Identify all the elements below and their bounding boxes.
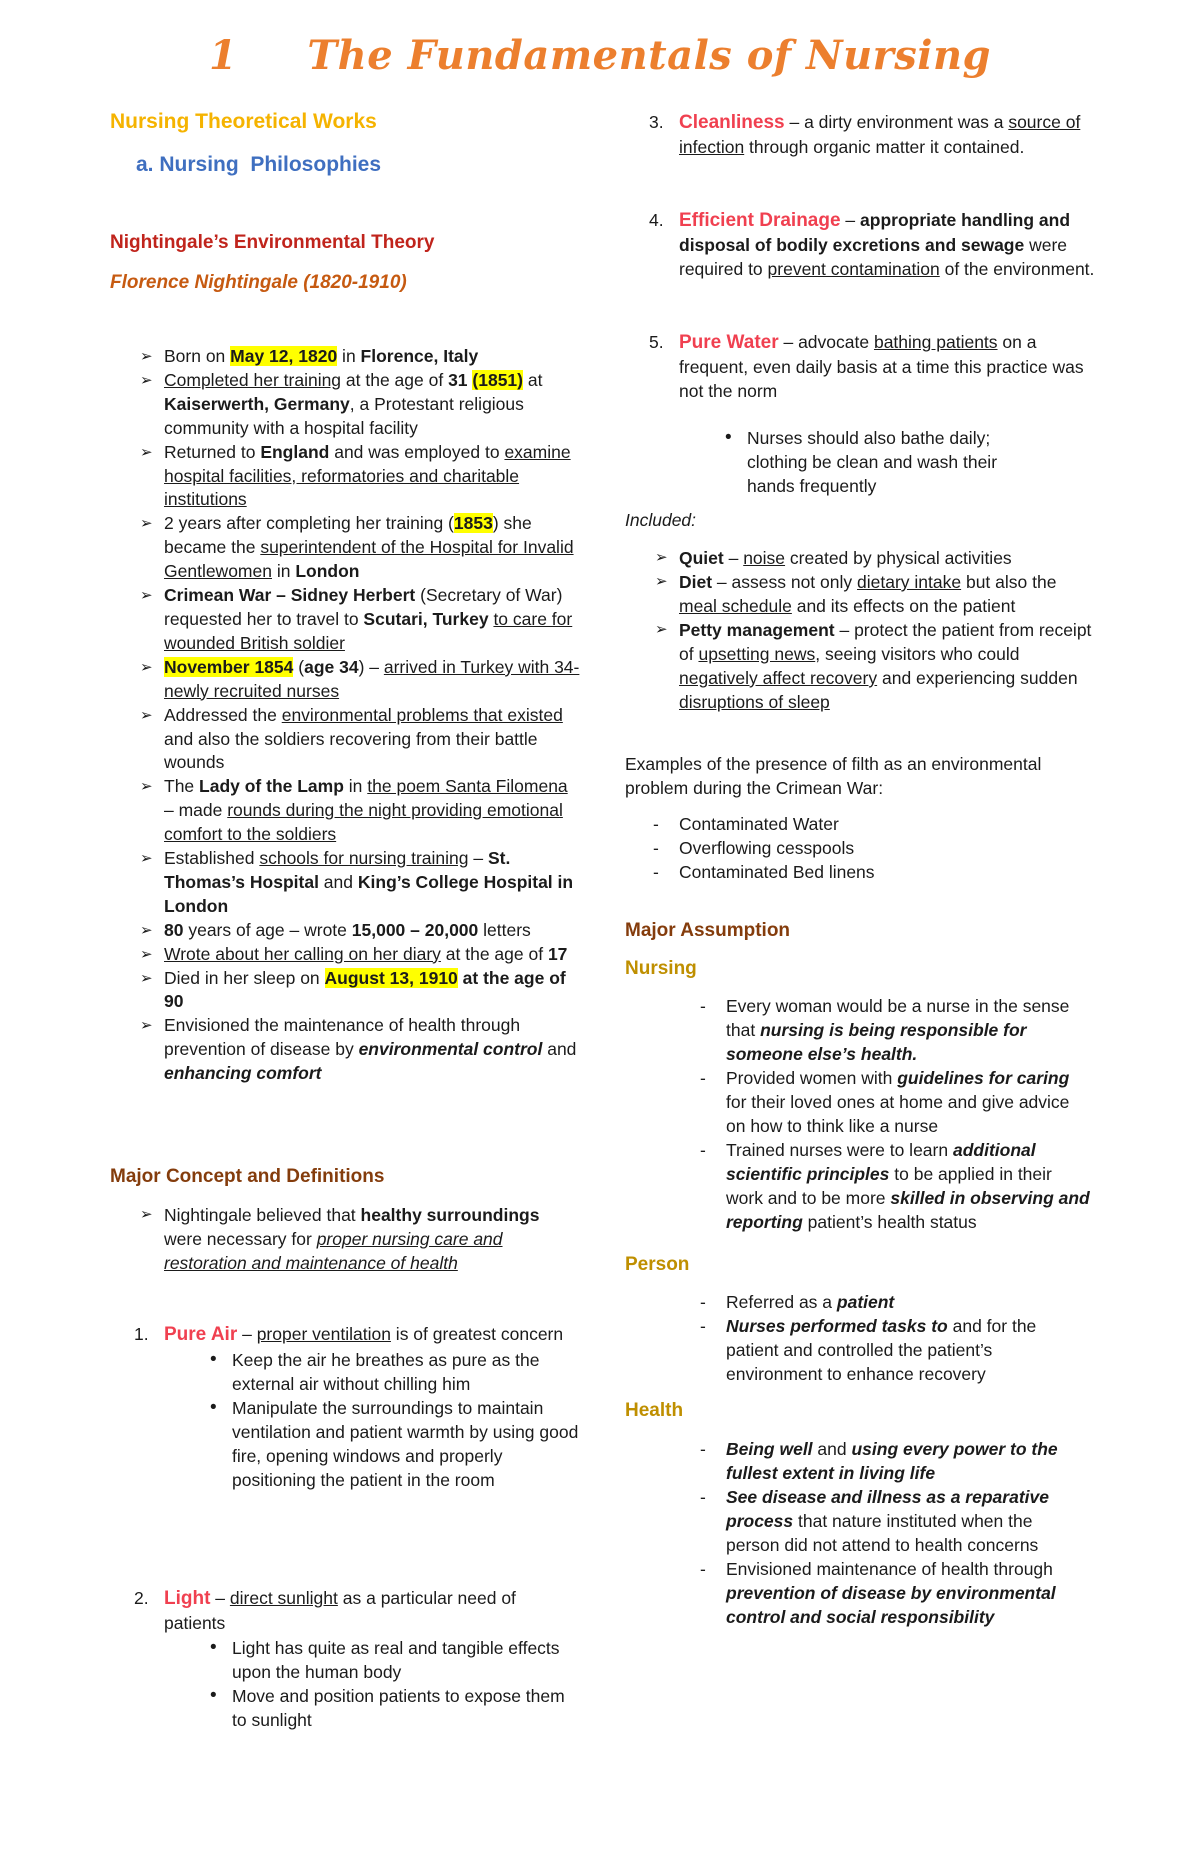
- text-run: superintendent of the Hospital for Invalid Gentlewomen: [164, 537, 574, 582]
- item-number: 1.: [134, 1324, 149, 1344]
- chapter-number: 1: [209, 32, 238, 79]
- text-run: prevention of disease by environmental control and social responsibility: [726, 1583, 1056, 1627]
- pure-air-section: [110, 1322, 580, 1492]
- text-run: ) she became the: [164, 513, 532, 558]
- health-heading: Health: [625, 1400, 684, 1421]
- bio-item: [110, 967, 580, 1015]
- filth-item: - Contaminated Water: [625, 812, 1095, 836]
- bio-item: [110, 943, 580, 967]
- pure-air-item: [110, 1322, 580, 1492]
- bullet-item: • Manipulate the surroundings to maintain ventilation and patient warmth by using good fire, opening windows and properly positioning the patient in the room: [204, 1396, 580, 1492]
- text-run: meal schedule: [679, 596, 792, 616]
- text-run: healthy surroundings: [360, 1205, 540, 1225]
- text-run: November 1854: [164, 656, 294, 677]
- filth-list: [625, 812, 1095, 884]
- text-run: Florence, Italy: [360, 346, 479, 366]
- text-run: negatively affect recovery: [679, 668, 878, 688]
- text-run: Scutari, Turkey: [363, 608, 489, 629]
- text-run: Pure Air: [164, 1324, 238, 1345]
- text-run: 1853: [453, 513, 493, 534]
- water-bullets: [719, 426, 1049, 498]
- text-run: at: [523, 369, 543, 390]
- bullet-item: • Nurses should also bathe daily; clothing be clean and wash their hands frequently: [719, 426, 1049, 498]
- text-run: Petty management: [679, 620, 835, 640]
- text-run: skilled in observing and reporting: [726, 1188, 1090, 1232]
- text-run: and was employed to: [329, 441, 505, 462]
- text-run: at the age of: [341, 369, 449, 390]
- text-run: were necessary for: [164, 1229, 317, 1249]
- bio-item: [110, 512, 580, 584]
- cleanliness-section: [625, 110, 1095, 159]
- text-run: – assess not only: [712, 572, 858, 592]
- health-item: [672, 1557, 1090, 1629]
- text-run: environmental control: [358, 1039, 543, 1060]
- text-run: arrived in Turkey with 34-newly recruited nurses: [164, 656, 580, 701]
- text-run: Trained nurses were to learn: [726, 1140, 953, 1160]
- text-run: Addressed the: [164, 704, 282, 725]
- included-label: Included:: [625, 510, 697, 530]
- text-run: proper nursing care and restoration and maintenance of health: [164, 1229, 503, 1273]
- light-bullets: [204, 1636, 580, 1732]
- text-run: 17: [547, 943, 568, 964]
- theorist-name: Florence Nightingale (1820-1910): [110, 272, 407, 293]
- text-run: Envisioned maintenance of health through: [726, 1559, 1053, 1579]
- text-run: –: [210, 1588, 230, 1608]
- text-run: using every power to the fullest extent in living life: [726, 1439, 1058, 1483]
- water-item: [625, 330, 1095, 498]
- heading-theoretical-works: Nursing Theoretical Works: [110, 110, 377, 133]
- heading-philosophies: a. Nursing Philosophies: [136, 153, 382, 176]
- text-run: The: [164, 776, 200, 797]
- text-run: appropriate handling and disposal of bodily excretions and sewage: [679, 210, 1071, 255]
- text-run: to be applied in their work and to be more: [726, 1164, 1052, 1208]
- bio-item: [110, 441, 580, 513]
- text-run: proper ventilation: [256, 1324, 391, 1344]
- text-run: Lady of the Lamp: [199, 776, 344, 797]
- text-run: 15,000 – 20,000: [351, 919, 479, 940]
- text-run: Envisioned the maintenance of health through prevention of disease by: [164, 1015, 521, 1060]
- text-run: and: [542, 1039, 577, 1060]
- nursing-heading: Nursing: [625, 958, 697, 979]
- bio-item: [110, 345, 580, 369]
- bio-item: [110, 775, 580, 847]
- item-number: 4.: [649, 210, 664, 230]
- text-run: (1851): [472, 369, 523, 390]
- text-run: England: [260, 441, 330, 462]
- cleanliness-text: [679, 112, 1080, 157]
- text-run: August 13, 1910: [324, 967, 458, 988]
- light-section: [110, 1586, 580, 1732]
- nursing-item: [672, 994, 1090, 1066]
- text-run: rounds during the night providing emotional comfort to the soldiers: [164, 800, 563, 845]
- text-run: enhancing comfort: [164, 1063, 322, 1084]
- text-run: Cleanliness: [679, 112, 785, 133]
- text-run: disruptions of sleep: [679, 692, 830, 712]
- text-run: additional scientific principles: [726, 1140, 1036, 1184]
- page-title: [0, 32, 1200, 79]
- text-run: Light: [164, 1588, 211, 1609]
- text-run: at the age of 90: [164, 967, 566, 1012]
- filth-intro: Examples of the presence of filth as an environmental problem during the Crimean War:: [625, 754, 1042, 798]
- text-run: – a dirty environment was a: [784, 112, 1009, 132]
- text-run: but also the: [961, 572, 1057, 592]
- text-run: patient: [836, 1292, 895, 1312]
- text-run: that nature instituted when the person did not attend to health concerns: [726, 1511, 1039, 1555]
- text-run: the poem Santa Filomena: [367, 776, 568, 797]
- drainage-text: [679, 210, 1094, 279]
- bullet-item: • Keep the air he breathes as pure as the external air without chilling him: [204, 1348, 580, 1396]
- text-run: Died in her sleep on: [164, 967, 325, 988]
- included-item: [625, 570, 1095, 618]
- concept-intro: [110, 1203, 580, 1275]
- text-run: noise: [743, 548, 786, 568]
- text-run: at the age of: [440, 943, 548, 964]
- text-run: 80: [164, 919, 184, 940]
- bio-item: [110, 704, 580, 776]
- text-run: –: [840, 210, 861, 230]
- concept-heading: Major Concept and Definitions: [110, 1166, 385, 1187]
- text-run: –: [723, 548, 744, 568]
- text-run: Nurses performed tasks to: [726, 1316, 948, 1336]
- text-run: for their loved ones at home and give advice on how to think like a nurse: [726, 1092, 1070, 1136]
- person-list: [672, 1290, 1090, 1386]
- text-run: source of infection: [679, 112, 1081, 157]
- text-run: London: [295, 561, 360, 582]
- nursing-item: [672, 1138, 1090, 1234]
- drainage-item: [625, 208, 1095, 281]
- text-run: 31: [448, 369, 473, 390]
- text-run: were required to: [679, 235, 1068, 279]
- text-run: Nightingale believed that: [164, 1205, 361, 1225]
- included-item: [625, 618, 1095, 714]
- filth-item: - Overflowing cesspools: [625, 836, 1095, 860]
- item-number: 5.: [649, 332, 664, 352]
- person-item: [672, 1314, 1090, 1386]
- theory-title: Nightingale’s Environmental Theory: [110, 232, 435, 253]
- text-run: Kaiserwerth, Germany: [164, 393, 350, 414]
- text-run: direct sunlight: [229, 1588, 338, 1608]
- text-run: environmental problems that existed: [281, 704, 563, 725]
- bio-item: [110, 369, 580, 441]
- bio-item: [110, 1014, 580, 1086]
- person-heading: Person: [625, 1254, 690, 1275]
- text-run: prevent contamination: [767, 259, 940, 279]
- text-run: as a particular need of patients: [164, 1588, 516, 1633]
- text-run: 2 years after completing her training (: [164, 513, 454, 534]
- item-number: 3.: [649, 112, 664, 132]
- text-run: upsetting news: [698, 644, 816, 664]
- bullet-item: • Light has quite as real and tangible effects upon the human body: [204, 1636, 580, 1684]
- text-run: (: [293, 656, 305, 677]
- text-run: King’s College Hospital in London: [164, 871, 574, 916]
- water-text: [679, 332, 1084, 401]
- text-run: and: [812, 1439, 852, 1459]
- text-run: letters: [478, 919, 531, 940]
- text-run: Every woman would be a nurse in the sense that: [726, 996, 1070, 1040]
- text-run: and also the soldiers recovering from their battle wounds: [164, 728, 538, 773]
- text-run: Wrote about her calling on her diary: [164, 943, 441, 964]
- text-run: and: [318, 871, 358, 892]
- health-item: [672, 1437, 1090, 1485]
- text-run: schools for nursing training: [259, 848, 469, 869]
- bio-list: [110, 345, 580, 1086]
- bio-item: [110, 919, 580, 943]
- text-run: and for the patient and controlled the patient’s environment to enhance recovery: [726, 1316, 1037, 1384]
- filth-item: - Contaminated Bed linens: [625, 860, 1095, 884]
- text-run: nursing is being responsible for someone else’s health.: [726, 1020, 1027, 1064]
- concept-intro-list: [110, 1203, 580, 1275]
- text-run: St. Thomas’s Hospital: [164, 848, 511, 892]
- included-item: [625, 546, 1095, 570]
- text-run: Born on: [164, 346, 231, 366]
- text-run: Provided women with: [726, 1068, 898, 1088]
- text-run: Diet: [679, 572, 713, 592]
- item-number: 2.: [134, 1588, 149, 1608]
- text-run: years of age – wrote: [183, 919, 352, 940]
- text-run: of the environment.: [939, 259, 1095, 279]
- light-item: [110, 1586, 580, 1732]
- text-run: guidelines for caring: [897, 1068, 1070, 1088]
- text-run: Referred as a: [726, 1292, 837, 1312]
- text-run: age 34: [304, 656, 359, 677]
- bio-item: [110, 847, 580, 919]
- text-run: is of greatest concern: [390, 1324, 564, 1344]
- text-run: Established: [164, 848, 260, 869]
- bio-item: [110, 584, 580, 656]
- text-run: (Secretary of War) requested her to travel to: [164, 585, 563, 629]
- nursing-list: [672, 994, 1090, 1234]
- text-run: and experiencing sudden: [877, 668, 1078, 688]
- text-run: May 12, 1820: [230, 346, 338, 366]
- text-run: in: [271, 561, 296, 582]
- text-run: Completed her training: [164, 369, 342, 390]
- cleanliness-item: [625, 110, 1095, 159]
- text-run: – protect the patient from receipt of: [679, 620, 1092, 664]
- text-run: Being well: [726, 1439, 813, 1459]
- chapter-title: The Fundamentals of Nursing: [307, 32, 991, 79]
- included-list: [625, 546, 1095, 714]
- text-run: examine hospital facilities, reformatories and charitable institutions: [164, 441, 571, 510]
- text-run: – advocate: [778, 332, 874, 352]
- text-run: , seeing visitors who could: [815, 644, 1020, 664]
- water-section: [625, 330, 1095, 498]
- person-item: [672, 1290, 1090, 1314]
- pure-air-text: [164, 1324, 563, 1344]
- health-list: [672, 1437, 1090, 1629]
- light-text: [164, 1588, 516, 1633]
- text-run: through organic matter it contained.: [744, 137, 1025, 157]
- text-run: , a Protestant religious community with a hospital facility: [164, 393, 524, 438]
- text-run: Pure Water: [679, 332, 779, 353]
- text-run: on a frequent, even daily basis at a time this practice was not the norm: [679, 332, 1084, 401]
- text-run: in: [337, 346, 361, 366]
- text-run: –: [468, 848, 488, 869]
- text-run: Quiet: [679, 548, 724, 568]
- text-run: Returned to: [164, 441, 261, 462]
- bullet-item: • Move and position patients to expose them to sunlight: [204, 1684, 580, 1732]
- bio-item: [110, 656, 580, 704]
- health-item: [672, 1485, 1090, 1557]
- text-run: – made: [164, 800, 228, 821]
- text-run: created by physical activities: [785, 548, 1012, 568]
- text-run: in: [343, 776, 368, 797]
- drainage-section: [625, 208, 1095, 281]
- text-run: See disease and illness as a reparative process: [726, 1487, 1049, 1531]
- text-run: to care for wounded British soldier: [164, 608, 573, 653]
- text-run: Crimean War – Sidney Herbert: [164, 585, 416, 606]
- pure-air-bullets: [204, 1348, 580, 1492]
- text-run: patient’s health status: [802, 1212, 977, 1232]
- text-run: dietary intake: [857, 572, 962, 592]
- nursing-item: [672, 1066, 1090, 1138]
- text-run: ) –: [358, 656, 384, 677]
- assumption-heading: Major Assumption: [625, 920, 791, 941]
- text-run: –: [237, 1324, 257, 1344]
- text-run: Efficient Drainage: [679, 210, 841, 231]
- text-run: bathing patients: [873, 332, 998, 352]
- text-run: and its effects on the patient: [791, 596, 1016, 616]
